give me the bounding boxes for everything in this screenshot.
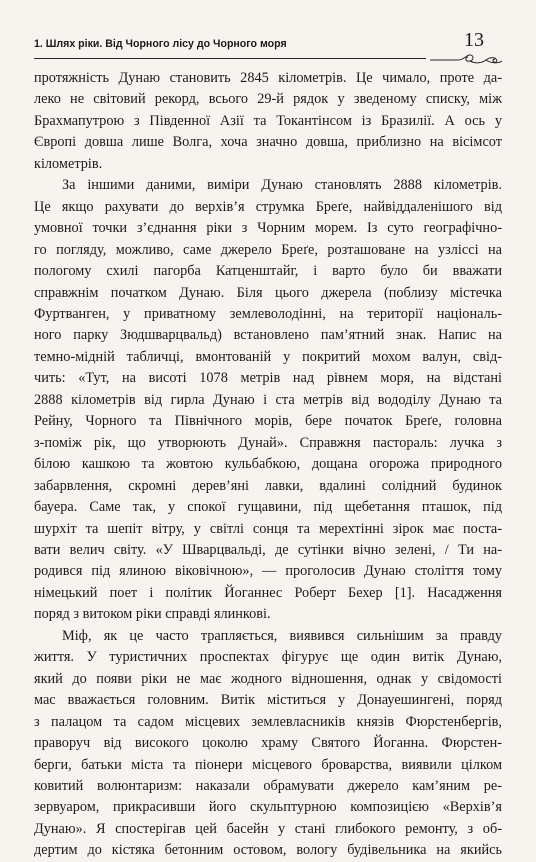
paragraph <box>34 626 502 862</box>
text-line: праворуч від високого цоколю храму Святого Йоганна. Фюрстен- <box>34 735 502 752</box>
running-head <box>34 20 502 51</box>
page-number: 13 <box>464 29 484 51</box>
text-line: темно-мідній табличці, вмонтованій у покритий мохом валун, свід- <box>34 348 502 365</box>
text-line: зервуаром, прикрасивши його скульптурною композицією «Верхів’я <box>34 799 502 816</box>
text-line: вати велич світу. «У Шварцвальді, де сутінки вічно зелені, / Ти на- <box>34 541 502 558</box>
body-text <box>34 68 502 862</box>
text-line: протяжність Дунаю становить 2845 кілометрів. Це чимало, проте да- <box>34 70 502 86</box>
text-line: справжнім початком Дунаю. Біля цього джерела (поблизу містечка <box>34 284 502 301</box>
text-line: ковитий волюнтаризм: наказали обрамувати джерело кам’яним ре- <box>34 777 502 794</box>
text-line: німецький поет і політик Йоганнес Роберт Бехер [1]. Насадження <box>34 584 502 601</box>
text-line: поряд з витоком ріки справді ялинкові. <box>34 606 271 623</box>
text-line: чить: «Тут, на висоті 1078 метрів над рівнем моря, на відстані <box>34 370 502 387</box>
header-rule <box>34 58 426 59</box>
text-line: Дунаю». Я спостерігав цей басейн у стані глибокого ремонту, з об- <box>34 820 502 837</box>
text-line: шурхіт та шепіт вітру, у світлі сонця та мерехтінні зірок має поста- <box>34 520 502 537</box>
running-title: 1. Шлях ріки. Від Чорного лісу до Чорного моря <box>34 38 287 50</box>
text-line: родився під ялиною віковічною», — проголосив Дунаю століття тому <box>34 563 502 580</box>
text-line: Європі довша лише Волга, хоча значно довша, приблизно на вісімсот <box>34 134 502 151</box>
flourish-ornament-icon <box>428 51 504 67</box>
text-line: Брахмапутрою з Південної Азії та Токантінсом із Бразилії. А ось у <box>34 112 502 129</box>
text-line: Це якщо рахувати до верхів’я струмка Бреґе, найвіддаленішого від <box>34 198 502 215</box>
text-line: який до появи ріки не має жодного відношення, однак у свідомості <box>34 670 502 687</box>
text-line: 2888 кілометрів від гирла Дунаю і ста метрів від вододілу Дунаю та <box>34 391 502 408</box>
text-line: умовної точки з’єднання ріки з Чорним морем. Із суто географічно- <box>34 220 502 237</box>
text-line: мас вважається головним. Витік міститься у Донауешингені, поряд <box>34 692 502 709</box>
text-line: з палацом та садом місцевих землевласників князів Фюрстенбергів, <box>34 713 502 730</box>
text-line: життя. У туристичних проспектах фігурує ще один витік Дунаю, <box>34 649 502 666</box>
text-line: з-поміж рік, що утворюють Дунай». Справжня пастораль: лучка з <box>34 434 502 451</box>
text-line: Фуртванген, у приватному землеволодінні, на території національ- <box>34 305 502 322</box>
text-line: ного парку Зюдшварцвальд) встановлено пам’ятний знак. Напис на <box>34 327 502 344</box>
paragraph <box>34 68 502 175</box>
text-line: леко не світовий рекорд, всього 29-й рядок у зведеному списку, між <box>34 91 502 108</box>
paragraph <box>34 175 502 626</box>
text-line: пологому схилі пагорба Катценштайг, і варто було би вважати <box>34 263 502 280</box>
text-line: За іншими даними, виміри Дунаю становлять 2888 кілометрів. <box>62 177 502 194</box>
text-line: бауера. Саме так, у спокої гущавини, під щебетання пташок, під <box>34 499 502 516</box>
text-line: Міф, як це часто трапляється, виявився сильнішим за правду <box>62 627 502 644</box>
text-line: кілометрів. <box>34 155 103 172</box>
text-line: берги, батьки міста та піонери місцевого броварства, виявили цілком <box>34 756 502 773</box>
text-line: білою кашкою та жовтою кульбабкою, дощана огорожа природного <box>34 456 502 473</box>
text-line: забарвлення, скромні дерев’яні лавки, вдалині солідний будинок <box>34 477 502 494</box>
text-line: Рейну, Чорного та Північного морів, бере початок Бреґе, головна <box>34 413 502 430</box>
text-line: го погляду, можливо, саме джерело Бреґе, розташоване на узліссі на <box>34 241 502 258</box>
text-line: дертим до кістяка бетонним остовом, вологу будівельника на якийсь <box>34 842 502 859</box>
